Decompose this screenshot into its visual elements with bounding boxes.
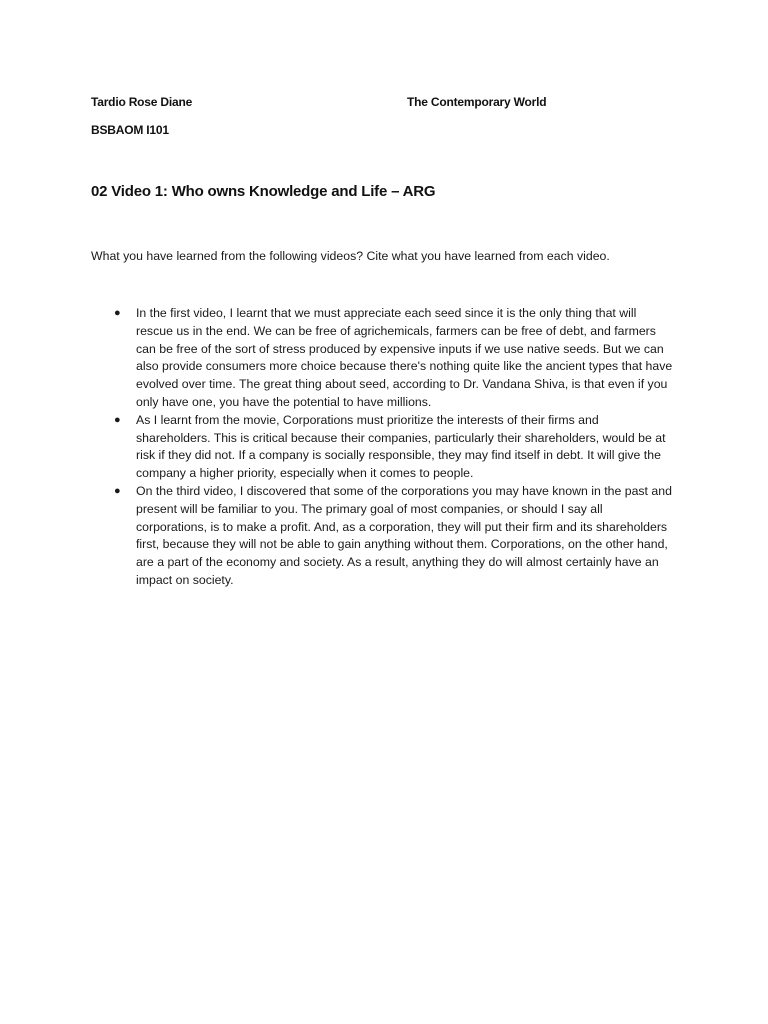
- section-code: BSBAOM I101: [91, 123, 169, 137]
- question-prompt: What you have learned from the following videos? Cite what you have learned from each video.: [91, 249, 610, 263]
- answer-text: On the third video, I discovered that some of the corporations you may have known in the past and present will be familiar to you. The primary goal of most companies, or should I say all corporations, is to make a profit. And, as a corporation, they will put their firm and its shareholders first, because they will not be able to gain anything without them. Corporations, on the other hand, are a part of the economy and society. As a result, anything they do will almost certainly have an impact on society.: [136, 483, 672, 587]
- answer-text: In the first video, I learnt that we must appreciate each seed since it is the only thing that will rescue us in the end. We can be free of agrichemicals, farmers can be free of debt, and farmers can be free of the sort of stress produced by expensive inputs if we use native seeds. But we can also provide consumers more choice because there's nothing quite like the ancient types that have evolved over time. The great thing about seed, according to Dr. Vandana Shiva, is that even if you only have one, you have the potential to have millions.: [136, 306, 673, 409]
- document-title: 02 Video 1: Who owns Knowledge and Life – ARG: [91, 183, 436, 200]
- bullet-icon: ●: [114, 484, 121, 497]
- course-name: The Contemporary World: [407, 95, 547, 109]
- answer-item: [91, 483, 676, 590]
- answer-item: [91, 412, 676, 483]
- bullet-icon: ●: [114, 413, 121, 426]
- answer-item: [91, 305, 676, 412]
- author-name: Tardio Rose Diane: [91, 95, 193, 109]
- bullet-icon: ●: [114, 307, 121, 319]
- answer-text: As I learnt from the movie, Corporations must prioritize the interests of their firms and shareholders. This is critical because their companies, particularly their shareholders, would be at risk if they did not. If a company is socially responsible, they may find itself in debt. It will give the company a higher priority, especially when it comes to people.: [136, 412, 666, 481]
- answer-list: [91, 305, 691, 590]
